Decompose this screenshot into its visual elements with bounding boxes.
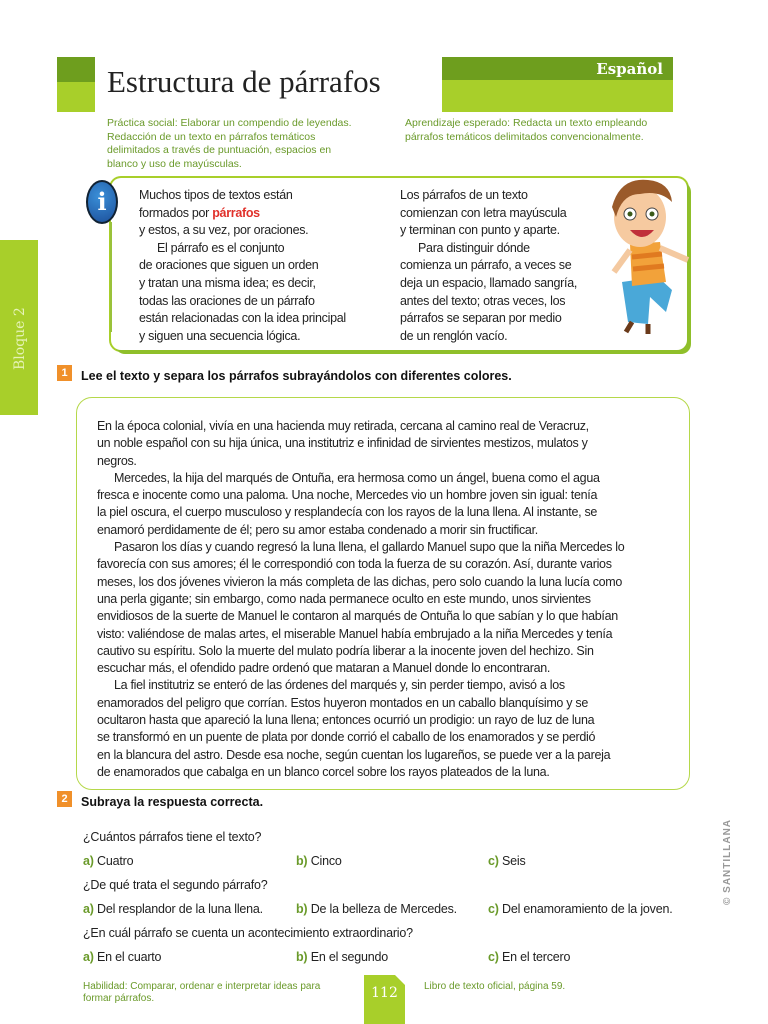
info-icon: i — [86, 180, 118, 224]
story-line: se transformó en un puente de plata por donde corrió el caballo de los enamorados y se perdió — [97, 730, 596, 745]
publisher-mark: © SANTILLANA — [722, 818, 733, 905]
info-line: deja un espacio, llamado sangría, — [400, 275, 578, 290]
practica-social — [107, 117, 352, 171]
info-line: y tratan una misma idea; es decir, — [139, 275, 316, 290]
story-line: visto: valiéndose de malas artes, el miserable Manuel había embrujado a la niña Mercedes y tenía — [97, 626, 613, 641]
story-line: meses, los dos jóvenes vivieron la más completa de las dichas, pero solo cuando la luna lucía como — [97, 574, 623, 589]
aprendizaje-line: Aprendizaje esperado: Redacta un texto empleando — [405, 117, 648, 129]
option-letter: b) — [296, 902, 308, 916]
info-line: y estos, a su vez, por oraciones. — [139, 223, 309, 238]
story-line: En la época colonial, vivía en una hacienda muy retirada, cercana al camino real de Veracruz, — [97, 419, 589, 433]
header-green-block — [57, 57, 95, 112]
practica-line: Práctica social: Elaborar un compendio de leyendas. — [107, 117, 352, 129]
footer-reference: Libro de texto oficial, página 59. — [424, 981, 566, 992]
option-text: En el cuarto — [97, 950, 162, 964]
info-line: Para distinguir dónde — [418, 240, 530, 255]
option-letter: c) — [488, 854, 499, 868]
option-text: En el segundo — [310, 950, 389, 964]
side-tab-bloque — [0, 240, 38, 415]
answer-option[interactable] — [83, 854, 133, 868]
option-text: Del resplandor de la luna llena. — [97, 902, 263, 916]
exercise-2-number: 2 — [57, 791, 72, 807]
question-text: ¿En cuál párrafo se cuenta un acontecimiento extraordinario? — [83, 926, 413, 940]
info-line: y terminan con punto y aparte. — [400, 223, 560, 238]
info-line: de oraciones que siguen un orden — [139, 258, 319, 273]
boy-illustration — [600, 172, 700, 347]
answer-option[interactable] — [296, 950, 388, 964]
story-line: enamoró perdidamente de él; pero su amor estaba condenado a morir sin fructificar. — [97, 522, 538, 537]
footer-habilidad — [83, 981, 320, 1005]
option-text: Cinco — [310, 854, 342, 868]
info-right-column — [400, 187, 577, 345]
answer-option[interactable] — [296, 854, 342, 868]
story-line: fresca e inocente como una paloma. Una noche, Mercedes vio un hombre joven sin igual: tenía — [97, 488, 598, 503]
answer-option[interactable] — [83, 902, 263, 916]
story-line: cautivo su espíritu. Solo la muerte del mulato podría liberar a la inocente joven del hechizo. Sin — [97, 643, 594, 658]
story-line: favorecía con sus amores; él le correspondió con toda la fuerza de su corazón. Así, durante varios — [97, 557, 612, 572]
habilidad-line: Habilidad: Comparar, ordenar e interpretar ideas para — [83, 981, 321, 992]
info-line: están relacionadas con la idea principal — [139, 311, 346, 326]
option-text: Seis — [502, 854, 526, 868]
info-line: Muchos tipos de textos están — [139, 188, 293, 202]
practica-line: delimitados a través de puntuación, espacios en — [107, 144, 332, 156]
answer-option[interactable] — [488, 902, 673, 916]
info-line: Los párrafos de un texto — [400, 188, 528, 202]
story-line: la piel oscura, el cuerpo musculoso y resplandecía con los rayos de la luna llena. Al instante, se — [97, 505, 598, 520]
story-text — [97, 418, 624, 781]
story-line: envidiosos de la suerte de Manuel le contaron al marqués de Ontuña lo que sabían y lo que habían — [97, 609, 618, 624]
story-line: Pasaron los días y cuando regresó la luna llena, el gallardo Manuel supo que la niña Mercedes lo — [114, 540, 625, 555]
exercise-1-number: 1 — [57, 365, 72, 381]
info-line: antes del texto; otras veces, los — [400, 293, 566, 308]
habilidad-line: formar párrafos. — [83, 993, 155, 1004]
page-number: 112 — [364, 975, 405, 1024]
info-line — [139, 205, 346, 223]
side-tab-label: Bloque 2 — [12, 307, 28, 370]
page-title: Estructura de párrafos — [107, 64, 381, 99]
option-letter: a) — [83, 950, 94, 964]
info-line: de un renglón vacío. — [400, 328, 508, 343]
info-line: comienzan con letra mayúscula — [400, 205, 567, 220]
practica-line: blanco y uso de mayúsculas. — [107, 157, 242, 170]
info-line: párrafos se separan por medio — [400, 311, 562, 326]
story-line: en la blancura del astro. Desde esa noche, según cuentan los lugareños, se puede ver a la pareja — [97, 747, 611, 762]
info-text: formados por — [139, 205, 213, 220]
story-line: un noble español con su hija única, una institutriz e infinidad de sirvientes mestizos, mulatos y — [97, 436, 588, 451]
option-text: Del enamoramiento de la joven. — [502, 902, 673, 916]
story-line: una perla gigante; sin embargo, como nada permanece oculto en este mundo, unos sirvientes — [97, 591, 591, 606]
option-letter: b) — [296, 854, 308, 868]
story-line: Mercedes, la hija del marqués de Ontuña, era hermosa como un ángel, buena como el agua — [114, 470, 600, 485]
story-line: ocultaron hasta que apareció la luna llena; entonces ocurrió un prodigio: un rayo de luz de luna — [97, 713, 595, 728]
answer-option[interactable] — [488, 854, 526, 868]
option-letter: c) — [488, 950, 499, 964]
option-letter: a) — [83, 902, 94, 916]
subject-banner — [442, 57, 673, 112]
answer-option[interactable] — [488, 950, 570, 964]
question-text: ¿Cuántos párrafos tiene el texto? — [83, 830, 262, 844]
info-line: comienza un párrafo, a veces se — [400, 258, 572, 273]
story-line: escuchar más, el ofendido padre ordenó que mataran a Manuel donde lo encontraran. — [97, 661, 551, 676]
exercise-2-instruction: Subraya la respuesta correcta. — [81, 795, 264, 809]
story-line: enamorados del peligro que corrían. Estos huyeron montados en un caballo blanquísimo y se — [97, 695, 588, 710]
exercise-1-instruction: Lee el texto y separa los párrafos subrayándolos con diferentes colores. — [81, 369, 512, 383]
story-line: negros. — [97, 453, 137, 468]
answer-option[interactable] — [83, 950, 161, 964]
option-text: De la belleza de Mercedes. — [310, 902, 457, 916]
story-line: La fiel institutriz se enteró de las órdenes del marqués y, sin perder tiempo, avisó a los — [114, 678, 565, 693]
info-line: El párrafo es el conjunto — [157, 240, 285, 255]
info-line: y siguen una secuencia lógica. — [139, 328, 301, 343]
option-letter: a) — [83, 854, 94, 868]
subject-label: Español — [596, 60, 663, 78]
answer-option[interactable] — [296, 902, 457, 916]
keyword-parrafos: párrafos — [212, 205, 260, 220]
option-text: En el tercero — [502, 950, 571, 964]
option-letter: b) — [296, 950, 308, 964]
info-line: todas las oraciones de un párrafo — [139, 293, 315, 308]
story-line: de enamorados que cabalga en un blanco corcel sobre los rayos plateados de la luna. — [97, 764, 550, 779]
aprendizaje-esperado — [405, 117, 647, 144]
practica-line: Redacción de un texto en párrafos temáticos — [107, 130, 316, 143]
option-text: Cuatro — [97, 854, 134, 868]
info-divider — [110, 222, 112, 332]
aprendizaje-line: párrafos temáticos delimitados convencionalmente. — [405, 130, 644, 143]
info-left-column — [139, 187, 346, 345]
option-letter: c) — [488, 902, 499, 916]
question-text: ¿De qué trata el segundo párrafo? — [83, 878, 268, 892]
